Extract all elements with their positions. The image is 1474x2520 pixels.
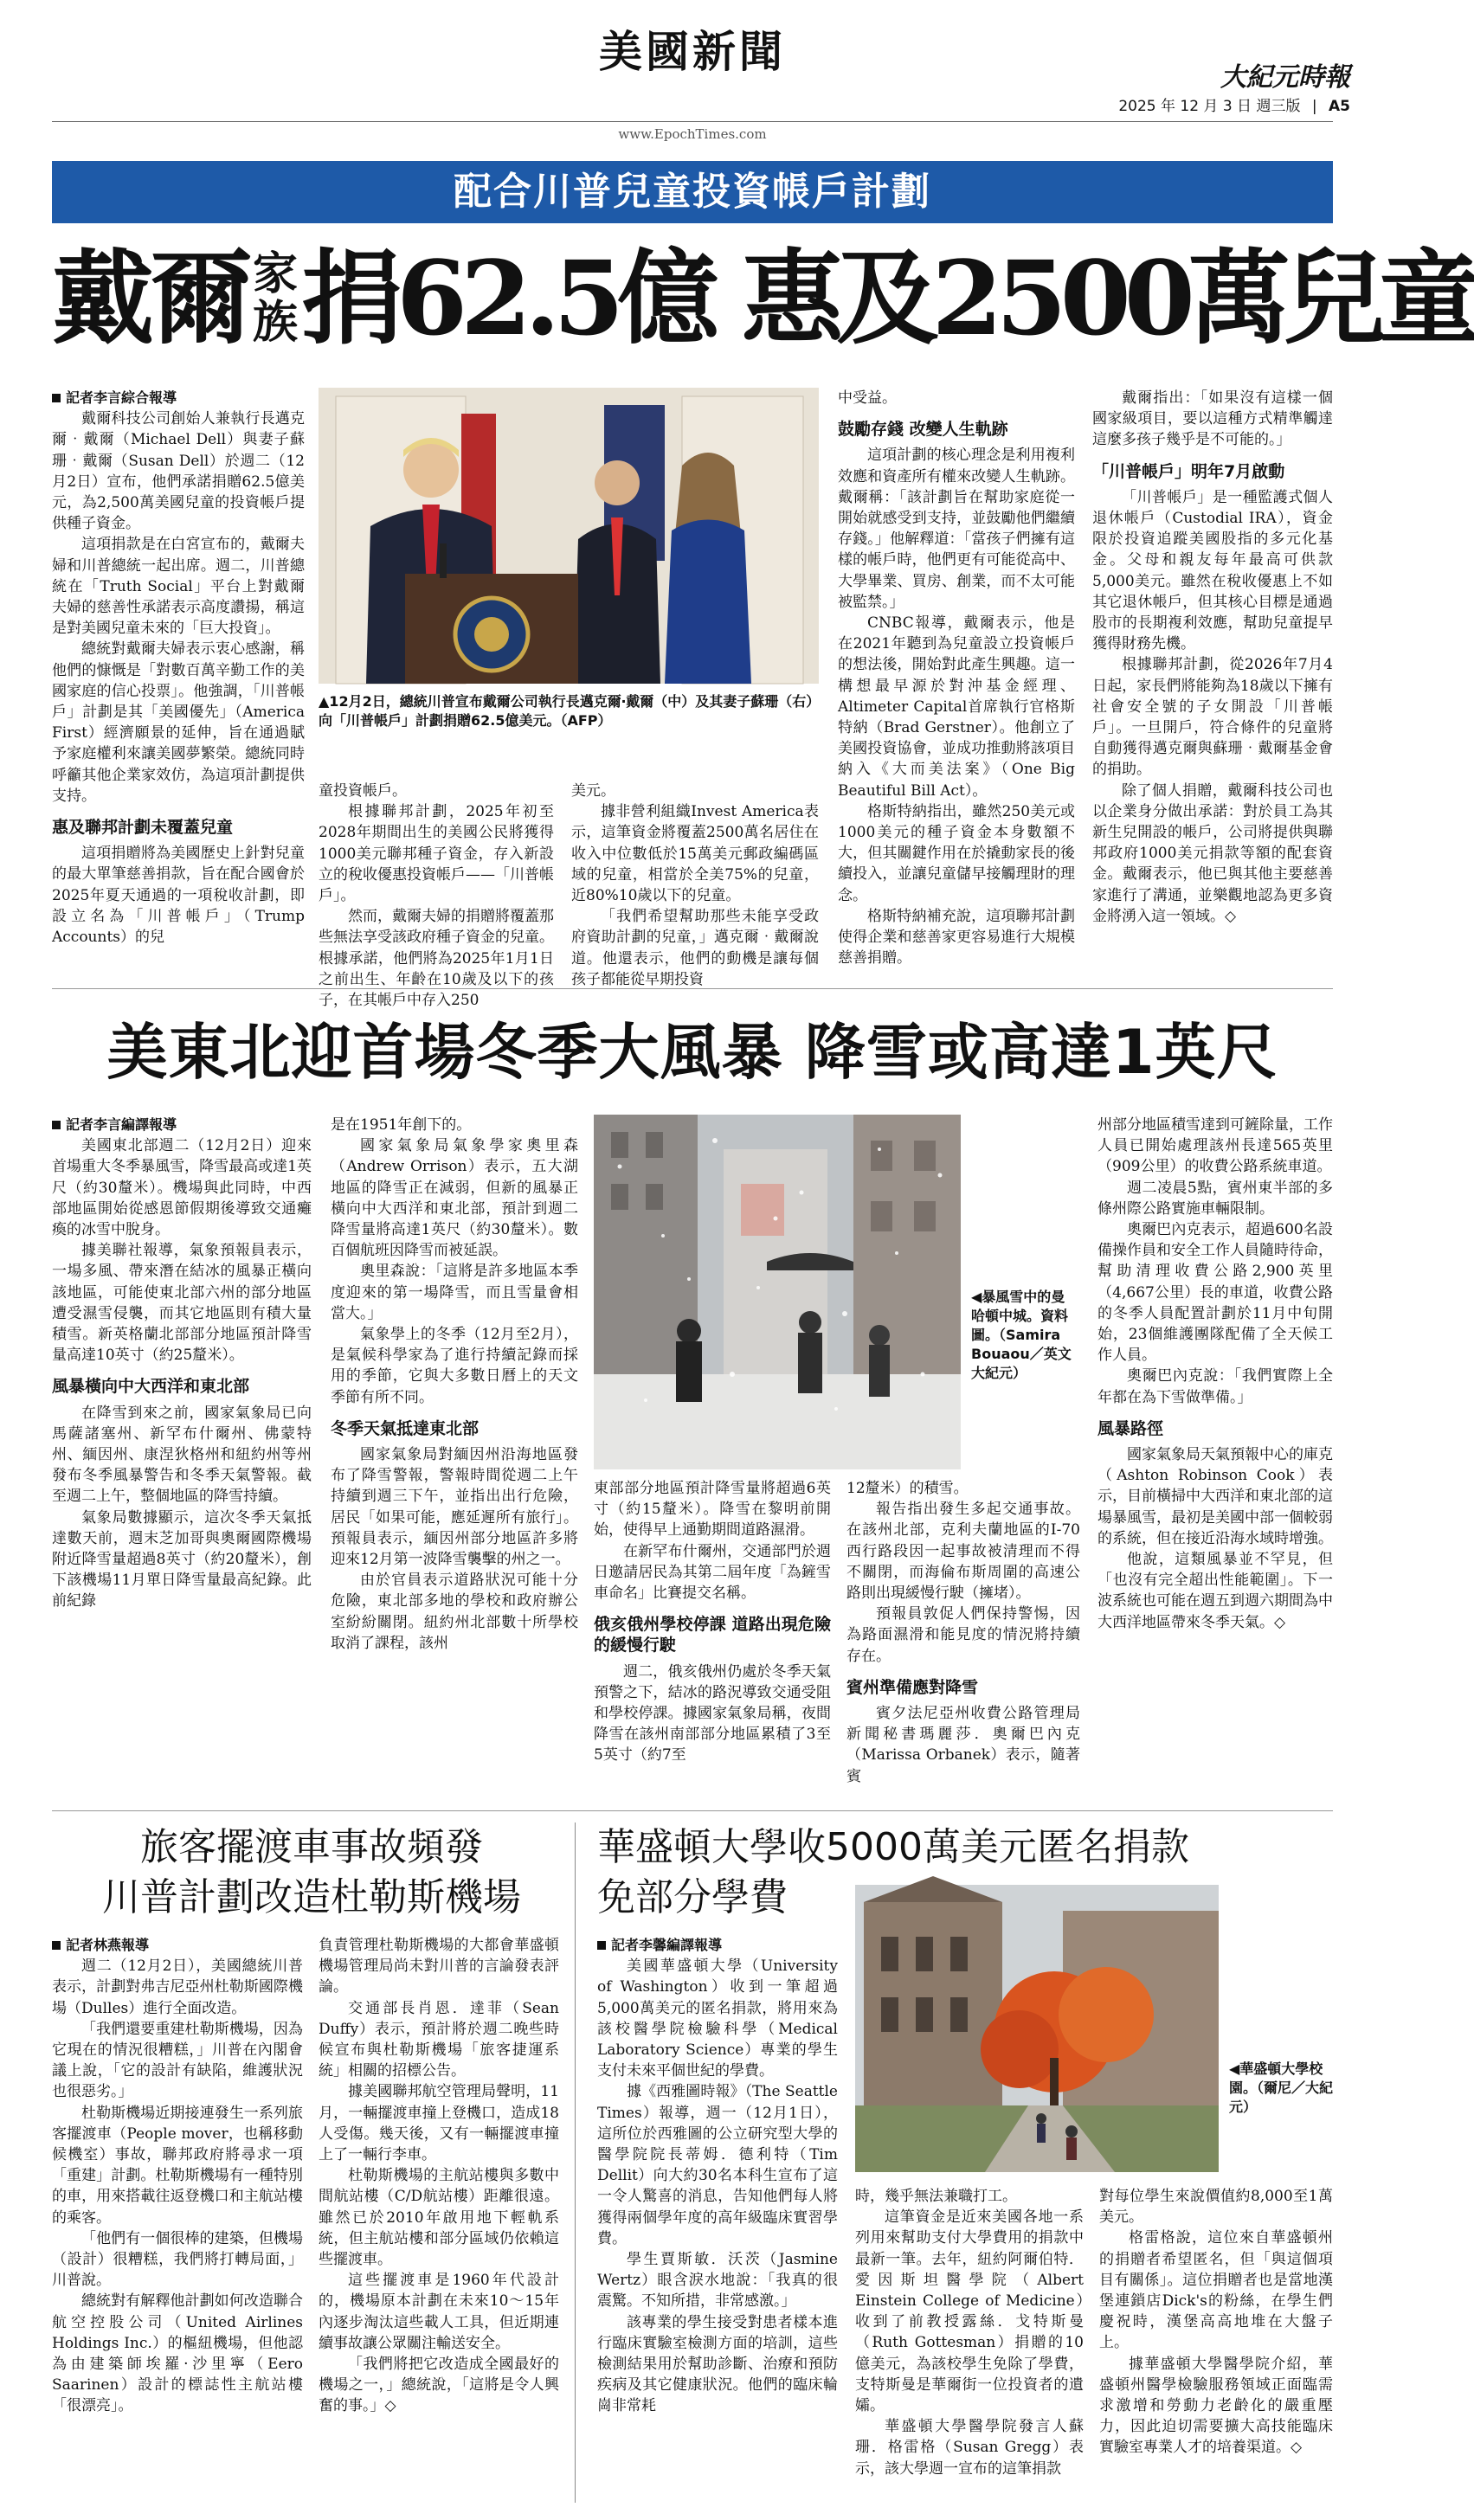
article2-column-3 bbox=[594, 1478, 831, 1781]
article1-banner-text: 配合川普兒童投資帳戶計劃 bbox=[454, 170, 931, 214]
paragraph: 格斯特納補充說，這項聯邦計劃使得企業和慈善家更容易進行大規模慈善捐贈。 bbox=[838, 907, 1075, 968]
paragraph: 奧爾巴內克說：「我們實際上全年都在為下雪做準備。」 bbox=[1097, 1367, 1333, 1406]
byline-square-icon bbox=[52, 394, 61, 402]
article4-headline-line-2: 免部分學費 bbox=[597, 1875, 788, 1919]
paragraph: 童投資帳戶。 bbox=[319, 782, 407, 800]
paragraph: 戴爾科技公司創始人兼執行長邁克爾‧戴爾（Michael Dell）與妻子蘇珊‧戴爾（Susan Dell）於週二（12月2日）宣布，他們承諾捐贈62.5億美元，為2,500萬美國兒童的投資帳戶提供種子資金。 bbox=[52, 410, 305, 533]
paragraph: 「我們還要重建杜勒斯機場，因為它現在的情況很糟糕，」川普在內閣會議上說，「它的設計有缺陷，維護狀況也很惡劣。」 bbox=[52, 2020, 303, 2101]
subheading: 風暴路徑 bbox=[1097, 1418, 1164, 1438]
article3-headline-line-2: 川普計劃改造杜勒斯機場 bbox=[102, 1875, 521, 1919]
subheading: 鼓勵存錢 改變人生軌跡 bbox=[838, 420, 1008, 440]
paragraph: 然而，戴爾夫婦的捐贈將覆蓋那些無法享受該政府種子資金的兒童。根據承諾，他們將為2025年1月1日之前出生、年齡在10歲及以下的孩子，在其帳戶中存入250 bbox=[319, 908, 554, 1010]
paragraph: 戴爾指出：「如果沒有這樣一個國家級項目，要以這種方式精準觸達這麼多孩子幾乎是不可能的。」 bbox=[1092, 389, 1333, 449]
article1-column-2 bbox=[319, 781, 554, 1010]
paragraph: 「他們有一個很棒的建築，但機場（設計）很糟糕，我們將打轉局面，」川普說。 bbox=[52, 2229, 303, 2290]
paragraph: 華盛頓大學醫學院發言人蘇珊．格雷格（Susan Gregg）表示，該大學週一宣布的這筆捐款 bbox=[855, 2418, 1084, 2478]
byline-square-icon bbox=[52, 1121, 61, 1129]
section-divider bbox=[52, 1810, 1333, 1811]
column-divider bbox=[575, 1822, 576, 2503]
article3-headline bbox=[52, 1822, 571, 1923]
paragraph: 美元。 bbox=[571, 782, 615, 800]
paragraph: 該專業的學生接受對患者樣本進行臨床實驗室檢測方面的培訓，這些檢測結果用於幫助診斷、治療和預防疾病及其它健康狀況。他們的臨床輪崗非常耗 bbox=[597, 2313, 838, 2415]
paragraph: 週二（12月2日），美國總統川普表示，計劃對弗吉尼亞州杜勒斯國際機場（Dulles）進行全面改造。 bbox=[52, 1958, 303, 2017]
paragraph: 報告指出發生多起交通事故。在該州北部，克利夫蘭地區的I-70西行路段因一起事故被清理而不得不關閉，而海倫布斯周圍的高速公路則出現緩慢行駛（擁堵）。 bbox=[846, 1501, 1080, 1603]
paragraph: 國家氣象局天氣預報中心的庫克（Ashton Robinson Cook）表示，目前橫掃中大西洋和東北部的這場暴風雪，最初是美國中部一個較弱的系統，但在接近沿海水域時增強。 bbox=[1097, 1446, 1333, 1547]
paragraph: 東部部分地區預計降雪量將超過6英寸（約15釐米）。降雪在黎明前開始，使得早上通勤期間道路濕滑。 bbox=[594, 1480, 831, 1540]
website-url: www.EpochTimes.com bbox=[618, 126, 767, 142]
paragraph: 杜勒斯機場的主航站樓與多數中間航站樓（C/D航站樓）距離很遠。雖然已於2010年啟用地下輕軌系統，但主航站樓和部分區域仍依賴這些擺渡車。 bbox=[319, 2167, 559, 2269]
paragraph: 這項捐款是在白宮宣布的，戴爾夫婦和川普總統一起出席。週二，川普總統在「Truth Social」平台上對戴爾夫婦的慈善性承諾表示高度讚揚，稱這是對美國兒童未來的「巨大投資」。 bbox=[52, 536, 305, 638]
snowstorm-illustration bbox=[594, 1115, 961, 1469]
paragraph: 氣象學上的冬季（12月至2月），是氣候科學家為了進行持續記錄而採用的季節，它與大多數日曆上的天文季節有所不同。 bbox=[331, 1326, 578, 1406]
paragraph: 「川普帳戶」是一種監護式個人退休帳戶（Custodial IRA），資金限於投資追蹤美國股指的多元化基金。父母和親友每年最高可供款5,000美元。雖然在稅收優惠上不如其它退休帳戶，但其核心目標是通過股市的長期複利效應，幫助兒童提早獲得財務先機。 bbox=[1092, 488, 1333, 653]
campus-illustration bbox=[855, 1885, 1219, 2172]
paragraph: 12釐米）的積雪。 bbox=[846, 1480, 969, 1497]
paragraph: 由於官員表示道路狀況可能十分危險，東北部多地的學校和政府辦公室紛紛關閉。紐約州北部數十所學校取消了課程，該州 bbox=[331, 1572, 578, 1652]
article1-banner bbox=[52, 161, 1333, 223]
snowstorm-photo bbox=[594, 1115, 961, 1469]
paragraph: 總統對戴爾夫婦表示衷心感謝，稱他們的慷慨是「對數百萬辛勤工作的美國家庭的信心投票」。他強調，「川普帳戶」計劃是其「美國優先」（America First）經濟願景的延伸，旨在通過賦予家庭權利來讓美國夢繁榮。總統同時呼籲其他企業家效仿，為這項計劃提供支持。 bbox=[52, 640, 305, 805]
date-line bbox=[1118, 93, 1350, 115]
headline-small-1: 家 bbox=[253, 248, 299, 300]
paragraph: 時，幾乎無法兼職打工。 bbox=[855, 2188, 1017, 2205]
paragraph: 奧里森說：「這將是許多地區本季度迎來的第一場降雪，而且雪量會相當大。」 bbox=[331, 1263, 578, 1322]
paragraph: 奧爾巴內克表示，超過600名設備操作員和安全工作人員隨時待命，幫助清理收費公路2,900英里（4,667公里）長的車道，收費公路的冬季人員配置計劃於11月中旬開始，23個維護團隊配備了全天候工作人員。 bbox=[1097, 1221, 1333, 1365]
paragraph: 「我們希望幫助那些未能享受政府資助計劃的兒童，」邁克爾‧戴爾說道。他還表示，他們的動機是讓每個孩子都能從早期投資 bbox=[571, 908, 819, 988]
paragraph: 國家氣象局氣象學家奧里森（Andrew Orrison）表示，五大湖地區的降雪正在減弱，但新的風暴正橫向中大西洋和東北部，預計到週二降雪量將高達1英尺（約30釐米）。數百個航班因降雪而被延誤。 bbox=[331, 1137, 578, 1260]
paragraph: 美國東北部週二（12月2日）迎來首場重大冬季暴風雪，降雪最高或達1英尺（約30釐米）。機場與此同時，中西部地區開始從感恩節假期後導致交通癱瘓的冰雪中脫身。 bbox=[52, 1137, 312, 1239]
headline-small-2: 族 bbox=[253, 296, 299, 349]
article1-column-3 bbox=[571, 781, 819, 988]
paragraph: 在新罕布什爾州，交通部門於週日邀請居民為其第二屆年度「為鏟雪車命名」比賽提交名稱。 bbox=[594, 1542, 831, 1603]
article1-byline bbox=[52, 388, 305, 408]
subheading: 風暴橫向中大西洋和東北部 bbox=[52, 1377, 250, 1397]
paragraph: 除了個人捐贈，戴爾科技公司也以企業身分做出承諾：對於員工為其新生兒開設的帳戶，公司將提供與聯邦政府1000美元捐款等額的配套資金。戴爾表示，他已與其他主要慈善家進行了溝通，並樂觀地認為更多資金將湧入這一領域。◇ bbox=[1092, 781, 1333, 925]
paragraph: 根據聯邦計劃，2025年初至2028年期間出生的美國公民將獲得1000美元聯邦種子資金，存入新設立的稅收優惠投資帳戶——「川普帳戶」。 bbox=[319, 803, 554, 905]
paragraph: 總統對有解釋他計劃如何改造聯合航空控股公司（United Airlines Holdings Inc.）的樞紐機場，但他認為由建築師埃羅·沙里寧（Eero Saarinen）設計的標誌性主航站樓「很漂亮」。 bbox=[52, 2292, 303, 2415]
paragraph: 這項捐贈將為美國歷史上針對兒童的最大單筆慈善捐款，旨在配合國會於2025年夏天通過的一項稅收計劃，即設立名為「川普帳戶」（Trump Accounts）的兒 bbox=[52, 845, 305, 947]
paragraph: 美國華盛頓大學（University of Washington）收到一筆超過5,000萬美元的匿名捐款，將用來為該校醫學院檢驗科學（Medical Laboratory Science）專業的學生支付未來平個世紀的學費。 bbox=[597, 1958, 838, 2080]
paragraph: 他說，這類風暴並不罕見，但「也沒有完全超出性能範圍」。下一波系統也可能在週五到週六期間為中大西洋地區帶來冬季天氣。◇ bbox=[1097, 1551, 1333, 1631]
masthead-rule bbox=[52, 121, 1333, 122]
byline-text: 記者林燕報導 bbox=[66, 1937, 150, 1953]
article2-column-5 bbox=[1097, 1115, 1333, 1781]
paragraph: 負責管理杜勒斯機場的大都會華盛頓機場管理局尚未對川普的言論發表評論。 bbox=[319, 1937, 559, 1996]
paragraph: 據美國聯邦航空管理局聲明，11月，一輛擺渡車撞上登機口，造成18人受傷。幾天後，又有一輛擺渡車撞上了一輛行李車。 bbox=[319, 2083, 559, 2164]
headline-part-a: 戴爾 bbox=[52, 238, 250, 358]
paragraph: 這項計劃的核心理念是利用複利效應和資產所有權來改變人生軌跡。戴爾稱：「該計劃旨在幫助家庭從一開始就感受到支持，並鼓勵他們繼續存錢。」他解釋道：「當孩子們擁有這樣的帳戶時，他們更有可能從高中、大學畢業、買房、創業，而不太可能被監禁。」 bbox=[838, 447, 1075, 611]
article3-column-2 bbox=[319, 1935, 559, 2506]
paragraph: 是在1951年創下的。 bbox=[331, 1116, 472, 1134]
subheading: 賓州準備應對降雪 bbox=[846, 1677, 979, 1697]
byline-square-icon bbox=[52, 1941, 61, 1950]
paragraph: 賓夕法尼亞州收費公路管理局新聞秘書瑪麗莎．奧爾巴內克（Marissa Orbanek）表示，隨著賓 bbox=[846, 1705, 1080, 1785]
subheading: 惠及聯邦計劃未覆蓋兒童 bbox=[52, 818, 234, 838]
article4-caption: ◀華盛頓大學校園。（爾尼／大紀元） bbox=[1229, 2060, 1334, 2115]
subheading: 「川普帳戶」明年7月啟動 bbox=[1092, 461, 1285, 481]
headline-stack bbox=[251, 250, 299, 347]
paragraph: 週二凌晨5點，賓州東半部的多條州際公路實施車輛限制。 bbox=[1097, 1179, 1333, 1218]
article2-caption: ◀暴風雪中的曼哈頓中城。資料圖。（Samira Bouaou／英文大紀元） bbox=[971, 1289, 1072, 1381]
section-title: 美國新聞 bbox=[599, 27, 786, 77]
paragraph: 據非營利組織Invest America表示，這筆資金將覆蓋2500萬名居住在收入中位數低於15萬美元郵政編碼區域的兒童，相當於全美75%的兒童，近80%10歲以下的兒童。 bbox=[571, 803, 819, 905]
headline-part-b: 捐62.5億 惠及2500萬兒童 bbox=[301, 238, 1474, 358]
byline-text: 記者李言綜合報導 bbox=[66, 389, 177, 406]
page-number: A5 bbox=[1329, 98, 1350, 115]
article3-byline bbox=[52, 1935, 303, 1956]
section-divider bbox=[52, 988, 1333, 989]
subheading: 冬季天氣抵達東北部 bbox=[331, 1418, 480, 1438]
article3-column-1 bbox=[52, 1935, 303, 2506]
article2-headline: 美東北迎首場冬季大風暴 降雪或高達1英尺 bbox=[106, 1017, 1278, 1088]
article4-headline-line-1: 華盛頓大學收5000萬美元匿名捐款 bbox=[597, 1825, 1189, 1869]
paragraph: 國家氣象局對緬因州沿海地區發布了降雪警報，警報時間從週二上午持續到週三下午，並指出出行危險，居民「如果可能，應延遲所有旅行」。預報員表示，緬因州部分地區許多將迎來12月第一波降雪襲擊的州之一。 bbox=[331, 1446, 578, 1569]
paragraph: 氣象局數據顯示，這次冬季天氣抵達數天前，週末芝加哥與奧爾國際機場附近降雪量超過8英寸（約20釐米），創下該機場11月單日降雪量最高紀錄。此前紀錄 bbox=[52, 1508, 312, 1610]
paragraph: 這筆資金是近來美國各地一系列用來幫助支付大學費用的捐款中最新一筆。去年，紐約阿爾伯特．愛因斯坦醫學院（Albert Einstein College of Medicine）收到了前教授露絲．戈特斯曼（Ruth Gottesman）捐贈的10億美元，為該校學生免除了學費，支特斯曼是華爾街一位投資者的遺孀。 bbox=[855, 2208, 1084, 2415]
paragraph: 據《西雅圖時報》（The Seattle Times）報導，週一（12月1日），這所位於西雅圖的公立研究型大學的醫學院院長蒂姆．德利特（Tim Dellit）向大約30名本科生宣布了這一令人驚喜的消息，告知他們每人將獲得兩個學年度的高年級臨床實習學費。 bbox=[597, 2083, 838, 2247]
paragraph: 對每位學生來說價值約8,000至1萬美元。 bbox=[1099, 2188, 1333, 2227]
paragraph: 這些擺渡車是1960年代設計的，機場原本計劃在未來10～15年內逐步淘汰這些載人工具，但近期連續事故讓公眾關注輸送安全。 bbox=[319, 2272, 559, 2352]
article3-headline-line-1: 旅客擺渡車事故頻發 bbox=[140, 1825, 483, 1869]
article1-column-5 bbox=[1092, 388, 1333, 976]
paragraph: 州部分地區積雪達到可鏟除量，工作人員已開始處理該州長達565英里（909公里）的收費公路系統車道。 bbox=[1097, 1116, 1333, 1176]
paragraph: 交通部長肖恩．達菲（Sean Duffy）表示，預計將於週二晚些時候宣布與杜勒斯機場「旅客捷運系統」相關的招標公告。 bbox=[319, 1999, 559, 2080]
paragraph: 週二，俄亥俄州仍處於冬季天氣預警之下，結冰的路況導致交通受阻和學校停課。據國家氣象局稱，夜間降雪在該州南部部分地區累積了3至5英寸（約7至 bbox=[594, 1662, 831, 1765]
article4-byline bbox=[597, 1935, 838, 1956]
paragraph: 杜勒斯機場近期接連發生一系列旅客擺渡車（People mover，也稱移動候機室）事故，聯邦政府將尋求一項「重建」計劃。杜勒斯機場有一種特別的車，用來搭載往返登機口和主航站樓的乘客。 bbox=[52, 2104, 303, 2227]
article2-column-1 bbox=[52, 1115, 312, 1781]
paragraph: 中受益。 bbox=[838, 389, 897, 407]
article4-column-2 bbox=[855, 2186, 1084, 2506]
article1-caption: ▲12月2日，總統川普宣布戴爾公司執行長邁克爾‧戴爾（中）及其妻子蘇珊（右）向「川普帳戶」計劃捐贈62.5億美元。（AFP） bbox=[319, 693, 814, 729]
byline-text: 記者李馨編譯報導 bbox=[611, 1937, 723, 1953]
article4-column-1 bbox=[597, 1935, 838, 2506]
paragraph: 格斯特納指出，雖然250美元或1000美元的種子資金本身數額不大，但其關鍵作用在於撬動家長的後續投入，並讓兒童儲早接觸理財的理念。 bbox=[838, 802, 1075, 904]
article1-headline bbox=[52, 234, 1474, 363]
article2-column-4 bbox=[846, 1478, 1080, 1785]
paragraph: 在降雪到來之前，國家氣象局已向馬薩諸塞州、新罕布什爾州、佛蒙特州、緬因州、康涅狄格州和紐約州等州發布冬季風暴警告和冬季天氣警報。截至週二上午，整個地區的降雪持續。 bbox=[52, 1404, 312, 1506]
article2-byline bbox=[52, 1115, 312, 1135]
white-house-photo bbox=[319, 388, 819, 684]
article1-column-4 bbox=[838, 388, 1075, 976]
article4-column-3 bbox=[1099, 2186, 1333, 2506]
date-text: 2025 年 12 月 3 日 週三版 bbox=[1118, 98, 1301, 115]
paper-name: 大紀元時報 bbox=[1220, 62, 1350, 93]
paragraph: 格雷格說，這位來自華盛頓州的捐贈者希望匿名，但「與這個項目有關係」。這位捐贈者也是當地漢堡連鎖店Dick's的粉絲，在學生們慶祝時，漢堡高高地堆在大盤子上。 bbox=[1099, 2229, 1333, 2352]
page-divider: | bbox=[1311, 98, 1317, 115]
paragraph: 根據聯邦計劃，從2026年7月4日起，家長們將能夠為18歲以下擁有社會安全號的子女開設「川普帳戶」。一旦開戶，符合條件的兒童將自動獲得邁克爾與蘇珊‧戴爾基金會的捐助。 bbox=[1092, 656, 1333, 779]
paragraph: 據美聯社報導，氣象預報員表示，一場多風、帶來潛在結冰的風暴正橫向該地區，可能使東北部六州的部分地區遭受濕雪侵襲，而其它地區則有積大量積雪。新英格蘭北部部分地區預計降雪量高達10英寸（約25釐米）。 bbox=[52, 1242, 312, 1365]
subheading: 俄亥俄州學校停課 道路出現危險的緩慢行駛 bbox=[594, 1615, 831, 1655]
article1-column-1 bbox=[52, 388, 305, 976]
byline-text: 記者李言編譯報導 bbox=[66, 1116, 177, 1133]
campus-photo bbox=[855, 1885, 1219, 2172]
paragraph: 「我們將把它改造成全國最好的機場之一，」總統說，「這將是令人興奮的事。」◇ bbox=[319, 2356, 559, 2415]
white-house-illustration bbox=[319, 388, 819, 684]
paragraph: 學生賈斯敏．沃茨（Jasmine Wertz）眼含淚水地說：「我真的很震驚。不知所措，非常感激。」 bbox=[597, 2251, 838, 2311]
article2-column-2 bbox=[331, 1115, 578, 1781]
paragraph: CNBC報導，戴爾表示，他是在2021年聽到為兒童設立投資帳戶的想法後，開始對此產生興趣。這一構想最早源於對沖基金經理、Altimeter Capital首席執行官格斯特納（Brad Gerstner）。他創立了美國投資協會，並成功推動將該項目納入《大而美法案》（One Big Beautiful Bill Act）。 bbox=[838, 614, 1075, 800]
paragraph: 預報員敦促人們保持警惕，因為路面濕滑和能見度的情況將持續存在。 bbox=[846, 1605, 1080, 1665]
paragraph: 據華盛頓大學醫學院介紹，華盛頓州醫學檢驗服務領域正面臨需求激增和勞動力老齡化的嚴重壓力，因此迫切需要擴大高技能臨床實驗室專業人才的培養渠道。◇ bbox=[1099, 2355, 1333, 2457]
byline-square-icon bbox=[597, 1941, 606, 1950]
